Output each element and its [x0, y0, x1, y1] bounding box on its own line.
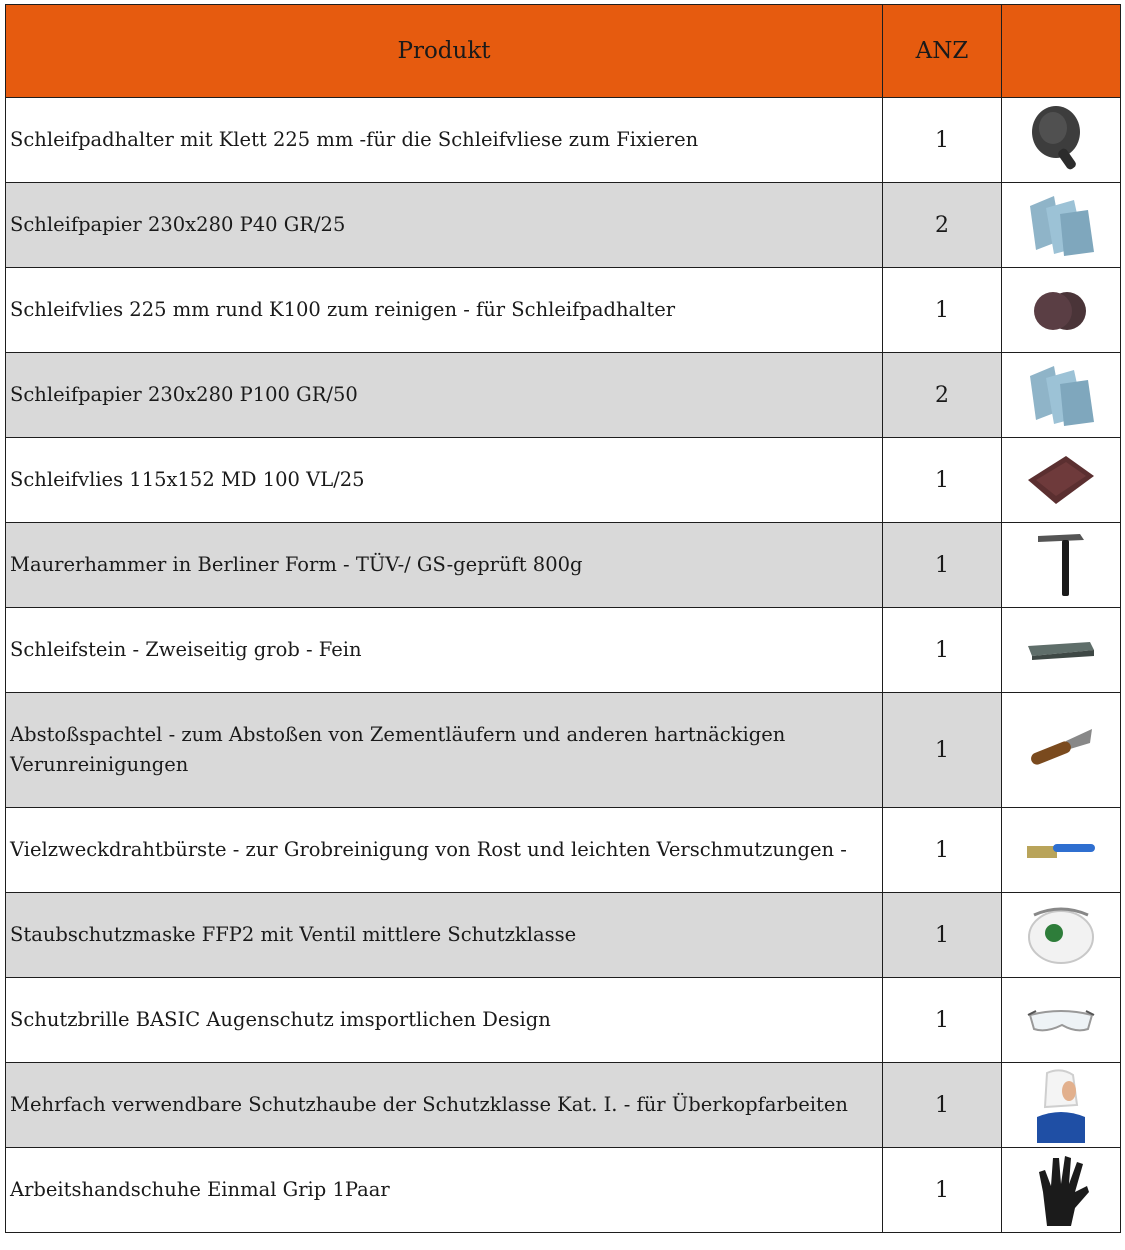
table-row [6, 693, 1121, 808]
product-name: Schleifstein - Zweiseitig grob - Fein [6, 608, 883, 693]
table-row [6, 438, 1121, 523]
hammer-icon [1002, 523, 1121, 608]
product-table-container [5, 4, 1120, 1233]
fleece-pad-icon [1002, 438, 1121, 523]
product-name: Schleifpapier 230x280 P100 GR/50 [6, 353, 883, 438]
table-row [6, 353, 1121, 438]
table-header-row [6, 5, 1121, 98]
product-qty: 1 [883, 523, 1002, 608]
protective-hood-icon [1002, 1063, 1121, 1148]
table-row [6, 1148, 1121, 1233]
sanding-pad-holder-icon [1002, 98, 1121, 183]
product-qty: 1 [883, 808, 1002, 893]
table-row [6, 608, 1121, 693]
wire-brush-icon [1002, 808, 1121, 893]
table-row [6, 893, 1121, 978]
product-qty: 2 [883, 183, 1002, 268]
product-name: Vielzweckdrahtbürste - zur Grobreinigung von Rost und leichten Verschmutzungen - [6, 808, 883, 893]
header-image [1002, 5, 1121, 98]
dust-mask-icon [1002, 893, 1121, 978]
product-qty: 2 [883, 353, 1002, 438]
product-qty: 1 [883, 893, 1002, 978]
product-qty: 1 [883, 98, 1002, 183]
product-table [5, 4, 1121, 1233]
table-row [6, 1063, 1121, 1148]
product-qty: 1 [883, 1148, 1002, 1233]
product-name: Maurerhammer in Berliner Form - TÜV-/ GS-geprüft 800g [6, 523, 883, 608]
scraper-icon [1002, 693, 1121, 808]
table-row [6, 978, 1121, 1063]
sandpaper-icon [1002, 353, 1121, 438]
table-row [6, 268, 1121, 353]
whetstone-icon [1002, 608, 1121, 693]
product-qty: 1 [883, 438, 1002, 523]
product-qty: 1 [883, 978, 1002, 1063]
product-name: Schutzbrille BASIC Augenschutz imsportlichen Design [6, 978, 883, 1063]
sandpaper-icon [1002, 183, 1121, 268]
product-name: Schleifpadhalter mit Klett 225 mm -für die Schleifvliese zum Fixieren [6, 98, 883, 183]
table-row [6, 183, 1121, 268]
safety-glasses-icon [1002, 978, 1121, 1063]
product-name: Arbeitshandschuhe Einmal Grip 1Paar [6, 1148, 883, 1233]
header-qty: ANZ [883, 5, 1002, 98]
table-row [6, 808, 1121, 893]
table-row [6, 523, 1121, 608]
product-name: Mehrfach verwendbare Schutzhaube der Schutzklasse Kat. I. - für Überkopfarbeiten [6, 1063, 883, 1148]
product-name: Schleifpapier 230x280 P40 GR/25 [6, 183, 883, 268]
product-qty: 1 [883, 1063, 1002, 1148]
product-name: Schleifvlies 115x152 MD 100 VL/25 [6, 438, 883, 523]
product-name: Schleifvlies 225 mm rund K100 zum reinigen - für Schleifpadhalter [6, 268, 883, 353]
product-qty: 1 [883, 608, 1002, 693]
product-qty: 1 [883, 693, 1002, 808]
product-name: Abstoßspachtel - zum Abstoßen von Zementläufern und anderen hartnäckigen Verunreinigungen [6, 693, 883, 808]
glove-icon [1002, 1148, 1121, 1233]
header-product: Produkt [6, 5, 883, 98]
product-name: Staubschutzmaske FFP2 mit Ventil mittlere Schutzklasse [6, 893, 883, 978]
product-qty: 1 [883, 268, 1002, 353]
table-row [6, 98, 1121, 183]
round-fleece-icon [1002, 268, 1121, 353]
